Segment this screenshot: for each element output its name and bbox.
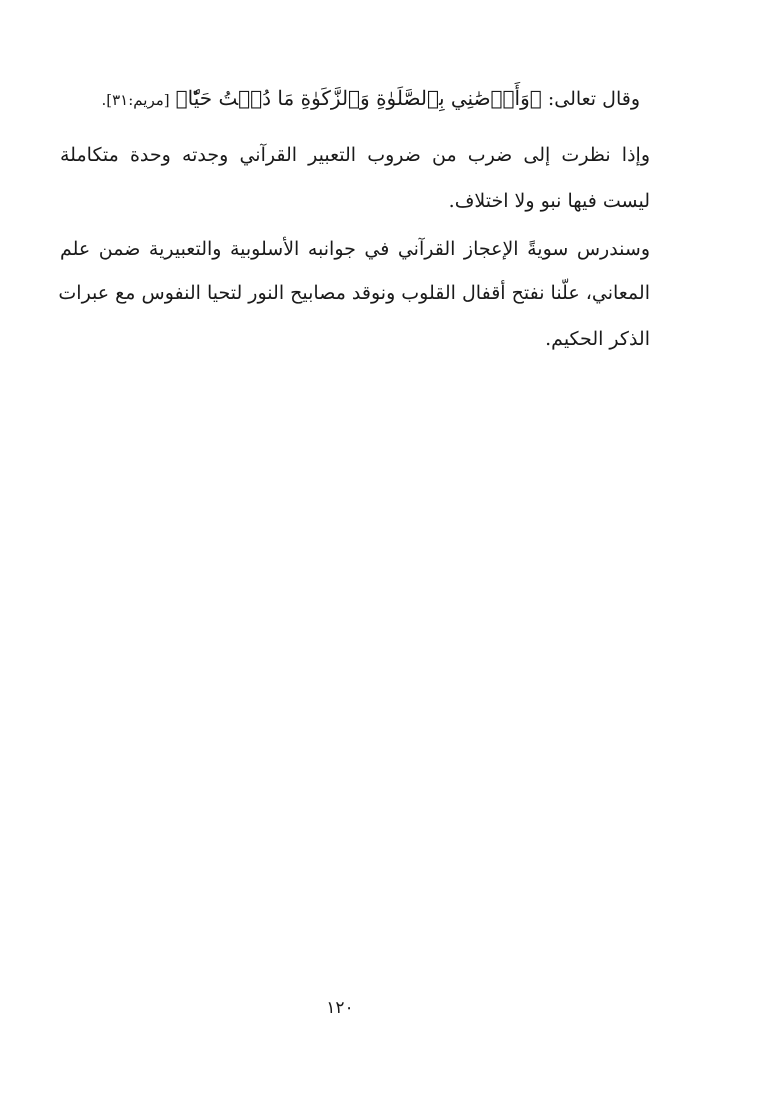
body-text	[60, 0, 650, 400]
quran-verse: ﴿وَأَوۡصَٰنِي بِٱلصَّلَوٰةِ وَٱلزَّكَوٰةِ مَا دُمۡتُ حَيّٗا﴾	[175, 86, 542, 110]
verse-intro: وقال تعالى:	[547, 88, 640, 110]
verse-line	[102, 86, 641, 110]
paragraph-2-line-2: المعاني، علّنا نفتح أقفال القلوب ونوقد مصابيح النور لتحيا النفوس مع عبرات	[58, 282, 650, 304]
page-number: ١٢٠	[326, 998, 354, 1018]
paragraph-1-line-2: ليست فيها نبو ولا اختلاف.	[448, 190, 650, 212]
paragraph-2-line-3: الذكر الحكيم.	[545, 328, 650, 350]
paragraph-2-line-1: وسندرس سويةً الإعجاز القرآني في جوانبه الأسلوبية والتعبيرية ضمن علم	[60, 238, 650, 260]
paragraph-1-line-1: وإذا نظرت إلى ضرب من ضروب التعبير القرآني وجدته وحدة متكاملة	[60, 144, 650, 166]
verse-reference: [مريم:٣١].	[101, 91, 170, 109]
